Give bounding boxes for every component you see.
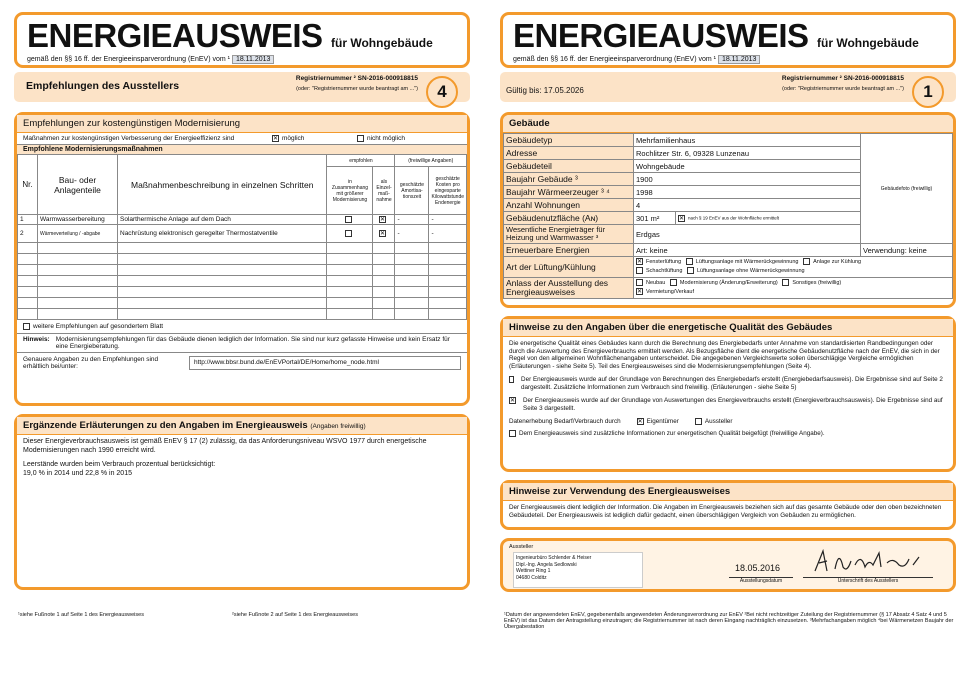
note-text: Modernisierungsempfehlungen für das Gebäude dienen lediglich der Information. Sie sind nur kurz gefasste Hinweise und kein Ersatz für eine Energieberatung. bbox=[55, 336, 450, 351]
footnote-2: ²siehe Fußnote 2 auf Seite 1 des Energieausweises bbox=[232, 612, 358, 618]
owner-checkbox[interactable] bbox=[637, 418, 644, 425]
col-nr: Nr. bbox=[18, 155, 38, 215]
units-label: Anzahl Wohnungen bbox=[504, 199, 634, 212]
measures-table bbox=[17, 154, 467, 320]
renewable-use: Verwendung: keine bbox=[861, 244, 953, 257]
empty-row bbox=[18, 309, 467, 320]
address-label: Adresse bbox=[504, 147, 634, 160]
law-reference: gemäß den §§ 16 ff. der Energieeinsparverordnung (EnEV) vom ¹ 18.11.2013 bbox=[27, 55, 457, 64]
reason-label: Anlass der Ausstellung des Energieausweises bbox=[504, 278, 634, 299]
measures-row bbox=[17, 133, 467, 145]
row-nr: 1 bbox=[18, 215, 38, 225]
col-component: Bau- oder Anlagenteile bbox=[38, 155, 118, 215]
registration-bar bbox=[500, 72, 956, 102]
ventilation-label: Art der Lüftung/Kühlung bbox=[504, 257, 634, 278]
reason-options: Neubau Modernisierung (Änderung/Erweiterung) Sonstiges (freiwillig) ✕Vermietung/Verkauf bbox=[634, 278, 953, 299]
heater-year-label: Baujahr Wärmeerzeuger ³ ⁴ bbox=[504, 186, 634, 199]
building-table bbox=[503, 133, 953, 299]
page-header bbox=[14, 12, 470, 68]
building-part-label: Gebäudeteil bbox=[504, 160, 634, 173]
quality-option-2: ✕ Der Energieausweis wurde auf der Grundlage von Auswertungen des Energieverbrauchs erstellt (Energieverbrauchsausweis). Die Ergebnisse sind auf Seite 3 dargestellt. bbox=[503, 394, 953, 415]
note-label: Hinweis: bbox=[23, 336, 50, 344]
row-amort: - bbox=[395, 215, 429, 225]
issue-date-label: Ausstellungsdatum bbox=[729, 577, 793, 584]
area-checkbox[interactable] bbox=[678, 215, 685, 222]
building-type-label: Gebäudetyp bbox=[504, 134, 634, 147]
issuer-address: Ingenieurbüro Schlender & Heiser Dipl.-Ing. Angela Sedlowski Wettiner Ring 1 04680 Colditz bbox=[513, 552, 643, 588]
page-number-badge: 1 bbox=[912, 76, 944, 108]
issuer-box bbox=[500, 538, 956, 592]
quality-heading: Hinweise zu den Angaben über die energetische Qualität des Gebäudes bbox=[503, 319, 953, 337]
registration-number: Registriernummer ² SN-2016-000918815 bbox=[295, 75, 418, 82]
col-single: als Einzel-maß-nahme bbox=[373, 167, 395, 215]
recommendations-box bbox=[14, 112, 470, 406]
building-box bbox=[500, 112, 956, 308]
consumption-checkbox[interactable] bbox=[509, 397, 516, 404]
supplement-text-2: Leerstände wurden beim Verbrauch prozentual berücksichtigt: bbox=[23, 461, 216, 468]
row-component: Wärmeverteilung / -abgabe bbox=[38, 225, 118, 243]
cooling-checkbox[interactable] bbox=[803, 258, 810, 265]
renewable-label: Erneuerbare Energien bbox=[504, 244, 634, 257]
info-label: Genauere Angaben zu den Empfehlungen sind erhältlich bei/unter: bbox=[23, 356, 159, 371]
row-description: Solarthermische Anlage auf dem Dach bbox=[118, 215, 327, 225]
document-subtitle: für Wohngebäude bbox=[817, 36, 919, 50]
area-label: Gebäudenutzfläche (Aɴ) bbox=[504, 212, 634, 225]
col-context: in Zusammenhang mit größerer Modernisierung bbox=[327, 167, 373, 215]
single-checkbox[interactable] bbox=[379, 216, 386, 223]
renewable-type: Art: keine bbox=[634, 244, 861, 257]
extra-info-checkbox[interactable] bbox=[509, 430, 516, 437]
not-possible-label: nicht möglich bbox=[367, 135, 405, 143]
building-photo: Gebäudefoto (freiwillig) bbox=[861, 134, 953, 244]
table-row bbox=[18, 215, 467, 225]
section-label: Empfehlungen des Ausstellers bbox=[26, 80, 180, 92]
context-checkbox[interactable] bbox=[345, 230, 352, 237]
extra-info-row: Dem Energieausweis sind zusätzliche Informationen zur energetischen Qualität beigefügt (freiwillige Angabe). bbox=[503, 430, 953, 442]
row-nr: 2 bbox=[18, 225, 38, 243]
data-collection-row: Datenerhebung Bedarf/Verbrauch durch ✕ Eigentümer Aussteller bbox=[503, 415, 953, 430]
usage-box bbox=[500, 480, 956, 530]
usage-heading: Hinweise zur Verwendung des Energieausweises bbox=[503, 483, 953, 501]
supplement-text-1: Dieser Energieverbrauchsausweis ist gemäß EnEV § 17 (2) zulässig, da das Anforderungsniveau WSVO 1977 durch energetische Modernisierungen nach 1990 erreicht wird. bbox=[23, 438, 427, 454]
window-vent-checkbox[interactable] bbox=[636, 258, 643, 265]
possible-label: möglich bbox=[282, 135, 305, 143]
possible-checkbox[interactable] bbox=[272, 135, 279, 142]
single-checkbox[interactable] bbox=[379, 230, 386, 237]
table-row bbox=[18, 225, 467, 243]
ventilation-options: ✕ Fensterlüftung Lüftungsanlage mit Wärmerückgewinnung Anlage zur Kühlung Schachtlüftung Lüftungsanlage ohne Wärmerückgewinnung bbox=[634, 257, 953, 278]
row-description: Nachrüstung elektronisch geregelter Thermostatventile bbox=[118, 225, 327, 243]
more-recommendations bbox=[17, 320, 467, 334]
new-build-checkbox[interactable] bbox=[636, 279, 643, 286]
measures-table-heading: Empfohlene Modernisierungsmaßnahmen bbox=[17, 145, 467, 154]
document-subtitle: für Wohngebäude bbox=[331, 36, 433, 50]
registration-note: (oder: "Registriernummer wurde beantragt am ...") bbox=[782, 86, 904, 92]
col-optional: (freiwillige Angaben) bbox=[395, 155, 467, 167]
row-amort: - bbox=[395, 225, 429, 243]
building-type-value: Mehrfamilienhaus bbox=[634, 134, 861, 147]
heater-year-value: 1998 bbox=[634, 186, 861, 199]
recommendations-heading: Empfehlungen zur kostengünstigen Modernisierung bbox=[17, 115, 467, 133]
row-costs: - bbox=[429, 215, 467, 225]
year-built-value: 1900 bbox=[634, 173, 861, 186]
empty-row bbox=[18, 254, 467, 265]
measures-text: Maßnahmen zur kostengünstigen Verbesserung der Energieeffizienz sind bbox=[23, 135, 235, 142]
units-value: 4 bbox=[634, 199, 861, 212]
supplement-note: (Angaben freiwillig) bbox=[310, 423, 366, 430]
address-value: Rochlitzer Str. 6, 09328 Lunzenau bbox=[634, 147, 861, 160]
document-title: ENERGIEAUSWEIS bbox=[27, 17, 323, 54]
demand-checkbox[interactable] bbox=[509, 376, 514, 383]
law-date: 18.11.2013 bbox=[718, 55, 761, 64]
page-header bbox=[500, 12, 956, 68]
law-date: 18.11.2013 bbox=[232, 55, 275, 64]
empty-row bbox=[18, 276, 467, 287]
signature-label: Unterschrift des Ausstellers bbox=[803, 577, 933, 584]
quality-text: Die energetische Qualität eines Gebäudes kann durch die Berechnung des Energiebedarfs unter Annahme von standardisierten Randbedingungen oder durch die Auswertung des Energieverbrauchs ermittelt werden. Als Bezugsfläche dient die energetische Gebäudenutzfläche nach der EnEV, die sich in der Regel von den allgemeinen Wohnflächenangaben unterscheidet. Die angegebenen Vergleichswerte sollen überschlägige Vergleiche ermöglichen (Erläuterungen - siehe Seite 5). Teil des Energieausweises sind die Modernisierungsempfehlungen (Seite 4). bbox=[509, 340, 940, 370]
not-possible-checkbox[interactable] bbox=[357, 135, 364, 142]
supplement-box bbox=[14, 414, 470, 590]
building-part-value: Wohngebäude bbox=[634, 160, 861, 173]
energy-carrier-label: Wesentliche Energieträger für Heizung und Warmwasser ³ bbox=[504, 225, 634, 244]
col-amort: geschätzte Amortisa-tionszeit bbox=[395, 167, 429, 215]
law-reference: gemäß den §§ 16 ff. der Energieeinsparverordnung (EnEV) vom ¹ 18.11.2013 bbox=[513, 55, 943, 64]
page-number-badge: 4 bbox=[426, 76, 458, 108]
note-row bbox=[17, 334, 467, 353]
registration-number: Registriernummer ² SN-2016-000918815 bbox=[781, 75, 904, 82]
col-recommended: empfohlen bbox=[327, 155, 395, 167]
quality-box bbox=[500, 316, 956, 472]
context-checkbox[interactable] bbox=[345, 216, 352, 223]
year-built-label: Baujahr Gebäude ³ bbox=[504, 173, 634, 186]
vent-recovery-checkbox[interactable] bbox=[686, 258, 693, 265]
row-costs: - bbox=[429, 225, 467, 243]
row-component: Warmwasserbereitung bbox=[38, 215, 118, 225]
modernization-checkbox[interactable] bbox=[670, 279, 677, 286]
area-note: nach § 19 EnEV aus der Wohnfläche ermittelt bbox=[688, 215, 779, 221]
energy-carrier-value: Erdgas bbox=[634, 225, 861, 244]
issuer-label: Aussteller bbox=[509, 544, 534, 550]
page-1 bbox=[500, 12, 956, 630]
rent-sale-checkbox[interactable] bbox=[636, 288, 643, 295]
empty-row bbox=[18, 298, 467, 309]
registration-bar bbox=[14, 72, 470, 102]
col-description: Maßnahmenbeschreibung in einzelnen Schritten bbox=[118, 155, 327, 215]
info-url[interactable]: http://www.bbsr.bund.de/EnEVPortal/DE/Home/home_node.html bbox=[189, 356, 461, 370]
usage-text: Der Energieausweis dient lediglich der Information. Die Angaben im Energieausweis beziehen sich auf das gesamte Gebäude oder den oben bezeichneten Gebäudeteil. Der Energieausweis ist lediglich dafür gedacht, einen überschlägigen Vergleich von Gebäuden zu ermöglichen. bbox=[509, 504, 942, 519]
shaft-vent-checkbox[interactable] bbox=[636, 267, 643, 274]
empty-row bbox=[18, 287, 467, 298]
registration-note: (oder: "Registriernummer wurde beantragt am ...") bbox=[296, 86, 418, 92]
page-4 bbox=[14, 12, 470, 618]
footnote-1: ¹siehe Fußnote 1 auf Seite 1 des Energieausweises bbox=[18, 612, 144, 618]
vent-no-recovery-checkbox[interactable] bbox=[687, 267, 694, 274]
signature bbox=[809, 545, 929, 577]
more-label: weitere Empfehlungen auf gesondertem Blatt bbox=[33, 323, 164, 331]
document-title: ENERGIEAUSWEIS bbox=[513, 17, 809, 54]
issue-date: 18.05.2016 bbox=[735, 563, 781, 573]
valid-until: Gültig bis: 17.05.2026 bbox=[506, 86, 584, 95]
other-checkbox[interactable] bbox=[782, 279, 789, 286]
col-costs: geschätzte Kosten pro eingesparte Kilowattstunde Endenergie bbox=[429, 167, 467, 215]
footnotes: ¹Datum der angewendeten EnEV, gegebenenfalls angewendeten Änderungsverordnung zur EnEV ²Bei nicht rechtzeitiger Zuteilung der Registriernummer (§ 17 Absatz 4 Satz 4 und 5 EnEV) ist das Datum der Antragstellung einzutragen; die Registriernummer ist nach deren Eingang nachträglich einzusetzen. ³Mehrfachangaben möglich ⁴bei Wärmenetzen Baujahr der Übergabestation bbox=[504, 612, 954, 630]
more-checkbox[interactable] bbox=[23, 323, 30, 330]
supplement-heading: Ergänzende Erläuterungen zu den Angaben im Energieausweis (Angaben freiwillig) bbox=[17, 417, 467, 435]
supplement-text-3: 19,0 % in 2014 und 22,8 % in 2015 bbox=[23, 469, 132, 477]
building-heading: Gebäude bbox=[503, 115, 953, 133]
quality-option-1: Der Energieausweis wurde auf der Grundlage von Berechnungen des Energiebedarfs erstellt (Energiebedarfsausweis). Die Ergebnisse sind auf Seite 2 dargestellt. Zusätzliche Informationen zum Verbrauch sind freiwillig. (Erläuterungen - siehe Seite 5) bbox=[503, 373, 953, 394]
area-value: 301 m² bbox=[634, 212, 676, 225]
issuer-checkbox[interactable] bbox=[695, 418, 702, 425]
info-row bbox=[17, 353, 467, 373]
empty-row bbox=[18, 265, 467, 276]
empty-row bbox=[18, 243, 467, 254]
